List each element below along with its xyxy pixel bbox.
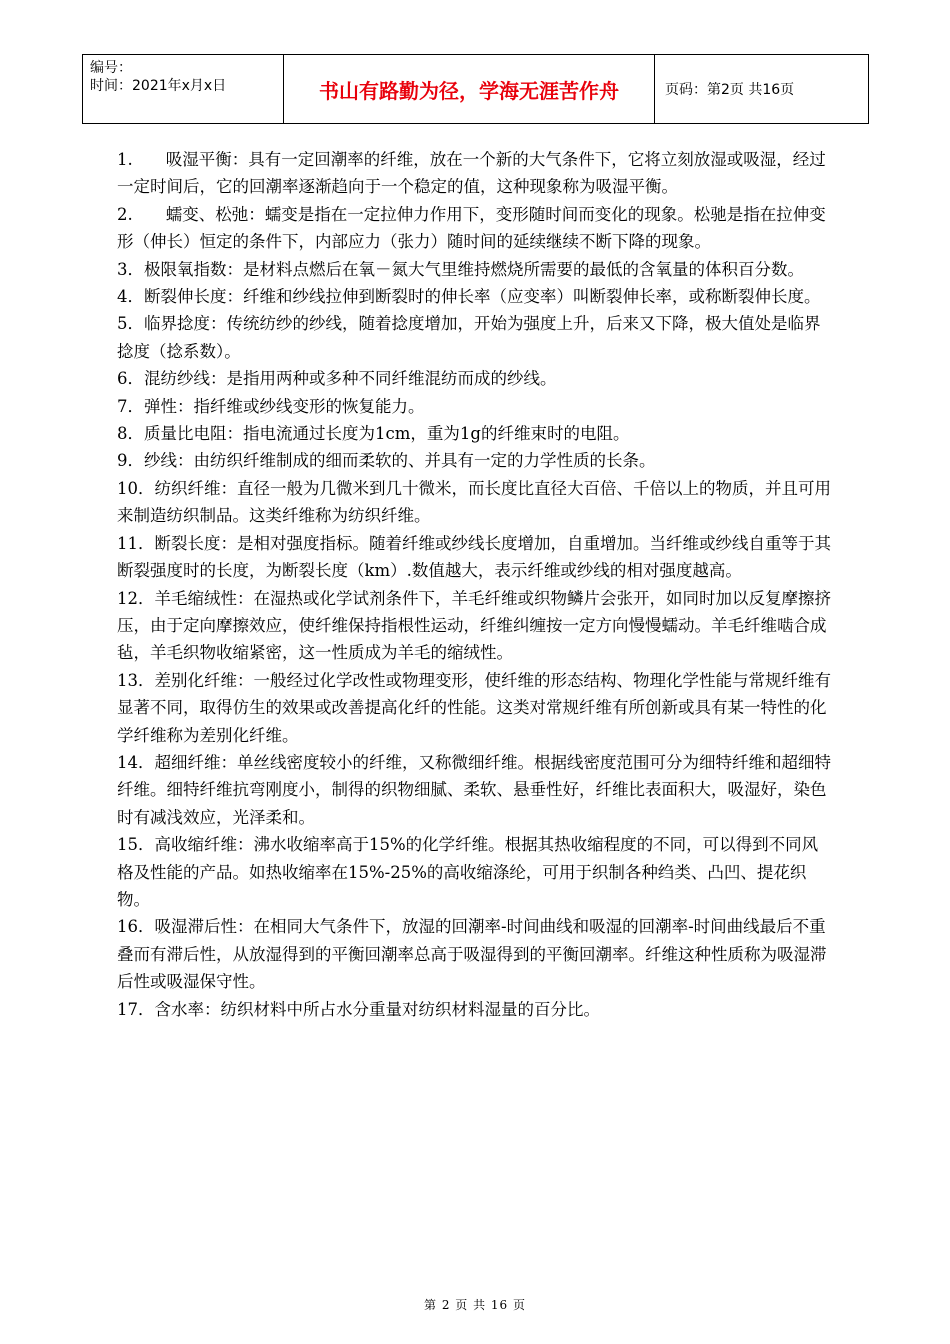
list-item: 7．弹性：指纤维或纱线变形的恢复能力。	[117, 396, 425, 416]
serial-label: 编号：	[90, 60, 132, 76]
header-meta	[83, 55, 284, 124]
list-item: 14．超细纤维：单丝线密度较小的纤维，又称微细纤维。根据线密度范围可分为细特纤维和超细特纤维。细特纤维抗弯刚度小，制得的织物细腻、柔软、悬垂性好，纤维比表面积大，吸湿好，染色时有减浅效应，光泽柔和。	[117, 752, 831, 827]
page-indicator: 页码：第2页 共16页	[655, 55, 869, 124]
list-item: 13．差别化纤维：一般经过化学改性或物理变形，使纤维的形态结构、物理化学性能与常规纤维有显著不同，取得仿生的效果或改善提高化纤的性能。这类对常规纤维有所创新或具有某一特性的化学纤维称为差别化纤维。	[117, 670, 831, 745]
list-item: 17．含水率：纺织材料中所占水分重量对纺织材料湿量的百分比。	[117, 999, 600, 1019]
list-item: 12．羊毛缩绒性：在湿热或化学试剂条件下，羊毛纤维或织物鳞片会张开，如同时加以反复摩擦挤压，由于定向摩擦效应，使纤维保持指根性运动，纤维纠缠按一定方向慢慢蠕动。羊毛纤维啮合成毡，羊毛织物收缩紧密，这一性质成为羊毛的缩绒性。	[117, 588, 831, 663]
list-item: 15．高收缩纤维：沸水收缩率高于15%的化学纤维。根据其热收缩程度的不同，可以得到不同风格及性能的产品。如热收缩率在15%-25%的高收缩涤纶，可用于织制各种绉类、凸凹、提花织物。	[117, 835, 819, 909]
list-item: 4．断裂伸长度：纤维和纱线拉伸到断裂时的伸长率（应变率）叫断裂伸长率，或称断裂伸长度。	[117, 287, 821, 307]
list-item: 8．质量比电阻：指电流通过长度为1cm，重为1g的纤维束时的电阻。	[117, 424, 630, 444]
page-header	[82, 54, 869, 124]
page-footer: 第 2 页 共 16 页	[424, 1298, 526, 1312]
list-item: 2. 蠕变、松弛：蠕变是指在一定拉伸力作用下，变形随时间而变化的现象。松驰是指在拉伸变形（伸长）恒定的条件下，内部应力（张力）随时间的延续继续不断下降的现象。	[117, 204, 826, 252]
list-item: 6．混纺纱线：是指用两种或多种不同纤维混纺而成的纱线。	[117, 369, 557, 389]
motto: 书山有路勤为径，学海无涯苦作舟	[284, 55, 655, 124]
list-item: 1. 吸湿平衡：具有一定回潮率的纤维，放在一个新的大气条件下，它将立刻放湿或吸湿，经过一定时间后，它的回潮率逐渐趋向于一个稳定的值，这种现象称为吸湿平衡。	[117, 150, 826, 197]
list-item: 16．吸湿滞后性：在相同大气条件下，放湿的回潮率-时间曲线和吸湿的回潮率-时间曲线最后不重叠而有滞后性，从放湿得到的平衡回潮率总高于吸湿得到的平衡回潮率。纤维这种性质称为吸湿滞后性或吸湿保守性。	[117, 917, 827, 992]
list-item: 5．临界捻度：传统纺纱的纱线，随着捻度增加，开始为强度上升，后来又下降，极大值处是临界捻度（捻系数）。	[117, 314, 821, 361]
list-item: 3．极限氧指数：是材料点燃后在氧－氮大气里维持燃烧所需要的最低的含氧量的体积百分数。	[117, 259, 804, 279]
list-item: 10．纺织纤维：直径一般为几微米到几十微米，而长度比直径大百倍、千倍以上的物质，并且可用来制造纺织制品。这类纤维称为纺织纤维。	[117, 478, 831, 526]
time-label: 时间：2021年x月x日	[90, 78, 227, 94]
list-item: 9．纱线：由纺织纤维制成的细而柔软的、并具有一定的力学性质的长条。	[117, 451, 656, 471]
definitions-list	[117, 146, 833, 1023]
list-item: 11．断裂长度：是相对强度指标。随着纤维或纱线长度增加，自重增加。当纤维或纱线自重等于其断裂强度时的长度，为断裂长度（km）.数值越大，表示纤维或纱线的相对强度越高。	[117, 533, 831, 581]
